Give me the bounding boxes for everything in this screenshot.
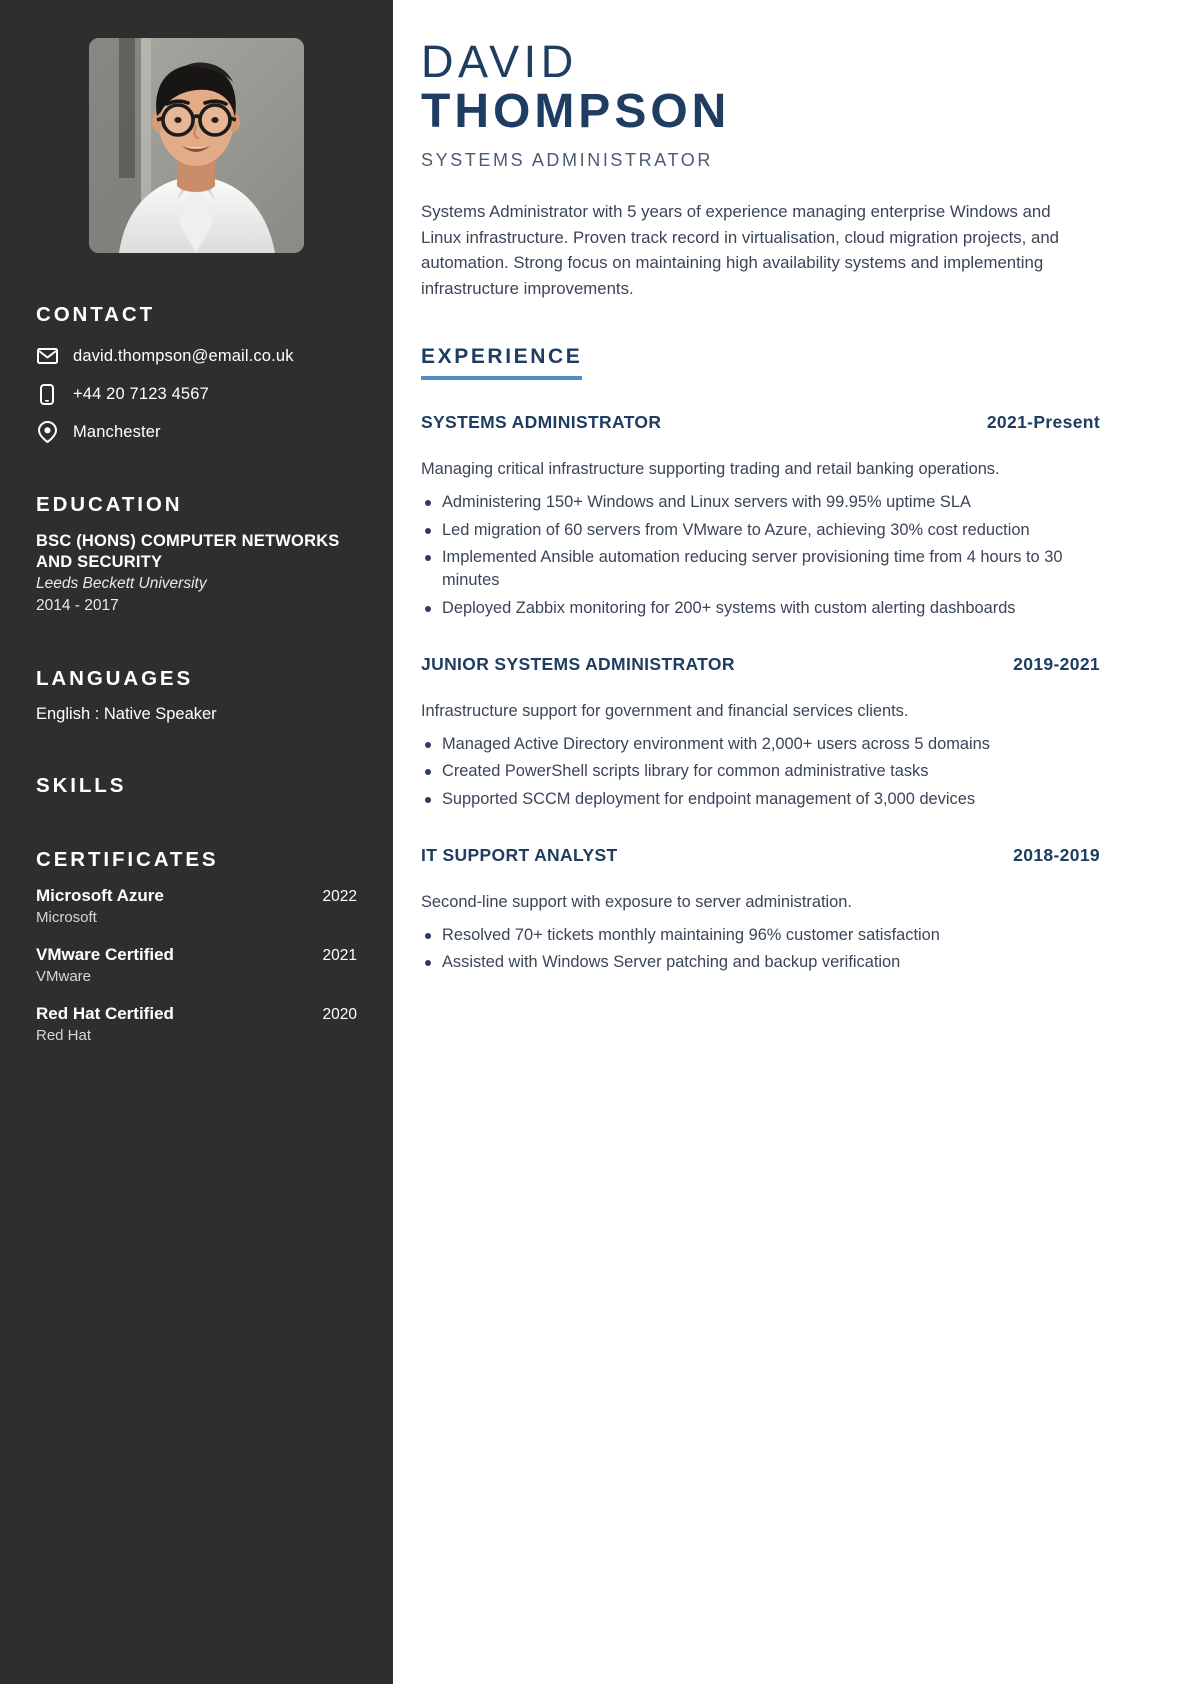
certificate-name: VMware Certified (36, 944, 174, 964)
location-pin-icon (36, 421, 58, 443)
experience-role: JUNIOR SYSTEMS ADMINISTRATOR (421, 654, 735, 675)
languages-heading: LANGUAGES (36, 666, 194, 690)
contact-email-value: david.thompson@email.co.uk (73, 346, 294, 365)
experience-bullet: Led migration of 60 servers from VMware to Azure, achieving 30% cost reduction (421, 519, 1100, 542)
experience-description: Managing critical infrastructure supporting trading and retail banking operations. (421, 460, 1000, 479)
experience-description: Second-line support with exposure to server administration. (421, 893, 852, 912)
certificate-item (36, 945, 357, 985)
education-heading: EDUCATION (36, 493, 183, 516)
first-name: DAVID (421, 36, 578, 87)
certificate-year: 2020 (322, 1005, 357, 1023)
certificate-item (36, 886, 357, 926)
experience-entry (421, 412, 1100, 620)
skills-heading: SKILLS (36, 773, 127, 797)
certificates-heading: CERTIFICATES (36, 847, 219, 871)
sidebar (0, 0, 393, 1684)
experience-entry-header (421, 845, 1100, 866)
certificate-issuer: VMware (36, 967, 92, 985)
envelope-icon (36, 345, 58, 367)
contact-phone-value: +44 20 7123 4567 (73, 384, 209, 403)
experience-entry (421, 845, 1100, 975)
certificate-header (36, 945, 357, 965)
experience-bullets (421, 733, 1100, 811)
certificate-item (36, 1004, 357, 1044)
experience-bullet: Deployed Zabbix monitoring for 200+ systems with custom alerting dashboards (421, 597, 1100, 620)
certificate-name: Microsoft Azure (36, 885, 164, 905)
experience-dates: 2021-Present (986, 412, 1100, 433)
certificate-name: Red Hat Certified (36, 1003, 174, 1023)
phone-icon (36, 383, 58, 405)
experience-bullets (421, 491, 1100, 620)
certificate-issuer: Microsoft (36, 908, 97, 926)
last-name: THOMPSON (421, 84, 731, 138)
certificate-year: 2021 (322, 946, 357, 964)
professional-summary: Systems Administrator with 5 years of experience managing enterprise Windows and Linux infrastructure. Proven track record in virtualisation, cloud migration projects, and automation. Strong focus on maintaining high availability systems and implementing infrastructure improvements. (421, 202, 1059, 298)
experience-entry-header (421, 412, 1100, 433)
main-content (393, 0, 1190, 1684)
contact-list (36, 345, 357, 443)
experience-role: SYSTEMS ADMINISTRATOR (421, 412, 662, 433)
experience-dates: 2018-2019 (1013, 845, 1100, 866)
contact-heading: CONTACT (36, 303, 155, 326)
experience-bullet: Managed Active Directory environment with 2,000+ users across 5 domains (421, 733, 1100, 756)
experience-bullet: Supported SCCM deployment for endpoint management of 3,000 devices (421, 788, 1100, 811)
contact-location-value: Manchester (73, 422, 161, 441)
contact-item-phone[interactable] (36, 383, 357, 405)
contact-item-location[interactable] (36, 421, 357, 443)
headline-job-title: SYSTEMS ADMINISTRATOR (421, 150, 713, 171)
experience-bullet: Assisted with Windows Server patching and backup verification (421, 951, 1100, 974)
experience-entry-header (421, 654, 1100, 675)
education-dates: 2014 - 2017 (36, 597, 119, 615)
experience-bullet: Implemented Ansible automation reducing server provisioning time from 4 hours to 30 minutes (421, 546, 1100, 593)
profile-photo-illustration (89, 38, 304, 253)
experience-description: Infrastructure support for government and financial services clients. (421, 702, 909, 721)
experience-bullet: Resolved 70+ tickets monthly maintaining 96% customer satisfaction (421, 924, 1100, 947)
experience-bullet: Administering 150+ Windows and Linux servers with 99.95% uptime SLA (421, 491, 1100, 514)
experience-bullets (421, 924, 1100, 975)
language-item: English : Native Speaker (36, 704, 217, 723)
certificate-issuer: Red Hat (36, 1026, 92, 1044)
avatar (89, 38, 304, 253)
education-entry (36, 531, 357, 617)
education-degree: BSC (HONS) COMPUTER NETWORKS AND SECURITY (36, 532, 340, 571)
experience-dates: 2019-2021 (1013, 654, 1100, 675)
certificate-header (36, 886, 357, 906)
experience-bullet: Created PowerShell scripts library for common administrative tasks (421, 760, 1100, 783)
certificates-list (36, 886, 357, 1044)
education-school: Leeds Beckett University (36, 575, 207, 593)
certificate-year: 2022 (322, 887, 357, 905)
experience-entry (421, 654, 1100, 811)
contact-item-email[interactable] (36, 345, 357, 367)
certificate-header (36, 1004, 357, 1024)
experience-role: IT SUPPORT ANALYST (421, 845, 618, 866)
experience-heading: EXPERIENCE (421, 345, 582, 380)
